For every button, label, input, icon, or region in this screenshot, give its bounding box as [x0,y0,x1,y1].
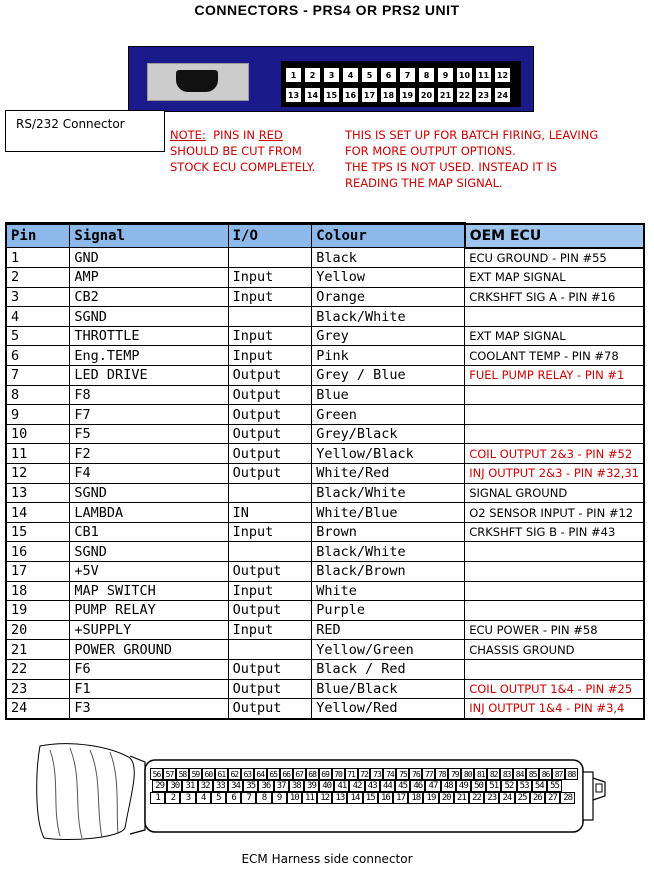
ecm-pin: 41 [334,780,349,792]
cell-colour: Black/White [312,307,465,327]
cell-signal: SGND [70,542,228,562]
table-row [6,699,644,719]
cell-signal: LED DRIVE [70,366,228,386]
ecm-pin: 16 [378,792,393,804]
cell-pin: 13 [6,483,70,503]
cell-io [228,542,312,562]
cell-signal: CB1 [70,522,228,542]
cell-io: IN [228,503,312,523]
unit-pin: 11 [475,67,492,83]
ecm-pin: 87 [552,768,565,780]
cell-pin: 21 [6,640,70,660]
cell-signal: F5 [70,424,228,444]
ecm-pin: 84 [513,768,526,780]
header-colour: Colour [312,224,465,248]
header-oem-ecu: OEM ECU [465,224,644,248]
cell-oem-ecu: CHASSIS GROUND [465,640,644,660]
table-body [6,248,644,719]
table-header-row [6,224,644,248]
ecm-pin: 23 [484,792,499,804]
cell-oem-ecu [465,307,644,327]
ecm-pin: 39 [304,780,319,792]
cell-pin: 3 [6,287,70,307]
ecm-pin-row-2 [152,780,578,792]
ecm-pin: 60 [202,768,215,780]
cell-oem-ecu: CRKSHFT SIG A - PIN #16 [465,287,644,307]
ecm-pin: 69 [319,768,332,780]
cell-oem-ecu [465,659,644,679]
cell-io: Output [228,699,312,719]
unit-pin: 17 [361,87,378,103]
table-row [6,385,644,405]
ecm-pin: 88 [565,768,578,780]
ecm-pin: 40 [319,780,334,792]
cell-colour: Pink [312,346,465,366]
unit-pin: 1 [285,67,302,83]
cell-signal: Eng.TEMP [70,346,228,366]
note-label: NOTE: [170,128,206,142]
cell-oem-ecu: FUEL PUMP RELAY - PIN #1 [465,366,644,386]
db9-connector-icon [176,70,218,92]
cell-oem-ecu: EXT MAP SIGNAL [465,326,644,346]
cell-colour: White/Red [312,464,465,484]
table-row [6,522,644,542]
cell-signal: F8 [70,385,228,405]
cell-io: Input [228,326,312,346]
cell-pin: 2 [6,268,70,288]
cell-oem-ecu: ECU GROUND - PIN #55 [465,248,644,268]
cell-io: Output [228,405,312,425]
cell-signal: SGND [70,307,228,327]
cell-signal: +5V [70,562,228,582]
table-row [6,601,644,621]
unit-pin: 2 [304,67,321,83]
cell-colour: Orange [312,287,465,307]
cell-io: Output [228,679,312,699]
ecm-pin: 70 [332,768,345,780]
ecm-pin: 56 [150,768,163,780]
table-row [6,346,644,366]
ecm-pin: 27 [545,792,560,804]
ecm-pin: 86 [539,768,552,780]
unit-pin-block [281,61,521,107]
rs232-port-housing [147,63,249,101]
ecm-pin: 79 [448,768,461,780]
cell-io: Output [228,659,312,679]
cell-io: Output [228,444,312,464]
ecm-caption: ECM Harness side connector [241,852,413,866]
ecm-pin: 5 [211,792,226,804]
ecm-pin: 76 [409,768,422,780]
cell-pin: 9 [6,405,70,425]
unit-pin: 9 [437,67,454,83]
cell-pin: 1 [6,248,70,268]
note-right-line1: THIS IS SET UP FOR BATCH FIRING, LEAVING [345,128,599,142]
cell-oem-ecu [465,562,644,582]
note-line2: SHOULD BE CUT FROM [170,144,302,158]
note-line1-pre: PINS IN [213,128,256,142]
ecm-pin: 38 [289,780,304,792]
cell-colour: Black/White [312,483,465,503]
cell-signal: +SUPPLY [70,620,228,640]
table-row [6,483,644,503]
cell-signal: THROTTLE [70,326,228,346]
ecm-pin: 10 [287,792,302,804]
ecm-pin: 65 [267,768,280,780]
cell-pin: 8 [6,385,70,405]
cell-signal: F7 [70,405,228,425]
cell-oem-ecu [465,405,644,425]
cell-colour: Grey [312,326,465,346]
rs232-callout [5,110,165,152]
cell-signal: F1 [70,679,228,699]
cell-colour: Blue/Black [312,679,465,699]
cell-signal: SGND [70,483,228,503]
cell-signal: GND [70,248,228,268]
unit-pin: 8 [418,67,435,83]
prs-unit-connector-diagram [128,46,534,112]
ecm-pin: 49 [456,780,471,792]
ecm-pin: 45 [395,780,410,792]
cell-pin: 24 [6,699,70,719]
ecm-pin: 54 [532,780,547,792]
unit-pin: 21 [437,87,454,103]
cell-oem-ecu: COOLANT TEMP - PIN #78 [465,346,644,366]
note-line3: STOCK ECU COMPLETELY. [170,160,316,174]
ecm-pin: 72 [358,768,371,780]
header-io: I/O [228,224,312,248]
header-signal: Signal [70,224,228,248]
unit-pin: 24 [494,87,511,103]
cell-signal: PUMP RELAY [70,601,228,621]
ecm-pin: 57 [163,768,176,780]
cell-colour: Black [312,248,465,268]
cell-colour: RED [312,620,465,640]
ecm-pin: 4 [196,792,211,804]
ecm-pin: 37 [274,780,289,792]
unit-pin: 3 [323,67,340,83]
ecm-pin: 44 [380,780,395,792]
cell-io: Output [228,464,312,484]
cell-colour: Grey/Black [312,424,465,444]
cell-io: Output [228,601,312,621]
cell-oem-ecu: CRKSHFT SIG B - PIN #43 [465,522,644,542]
ecm-pin-grid [150,768,578,804]
cell-pin: 16 [6,542,70,562]
ecm-pin: 74 [383,768,396,780]
table-row [6,366,644,386]
unit-pin: 19 [399,87,416,103]
note-right-line2: FOR MORE OUTPUT OPTIONS. [345,144,516,158]
cell-io: Input [228,346,312,366]
cell-signal: F6 [70,659,228,679]
unit-pin: 20 [418,87,435,103]
cell-pin: 7 [6,366,70,386]
table-row [6,268,644,288]
unit-pin: 13 [285,87,302,103]
cell-io: Output [228,385,312,405]
ecm-pin: 55 [547,780,562,792]
cell-colour: Yellow/Black [312,444,465,464]
ecm-pin: 48 [441,780,456,792]
ecm-pin: 66 [280,768,293,780]
cell-colour: White/Blue [312,503,465,523]
cell-oem-ecu [465,424,644,444]
cell-io: Output [228,424,312,444]
unit-pin: 23 [475,87,492,103]
table-row [6,542,644,562]
cell-signal: CB2 [70,287,228,307]
cell-io [228,640,312,660]
ecm-pin: 17 [393,792,408,804]
table-row [6,326,644,346]
ecm-pin: 75 [396,768,409,780]
table-row [6,248,644,268]
ecm-pin: 29 [152,780,167,792]
table-row [6,620,644,640]
cell-colour: Black/White [312,542,465,562]
cell-oem-ecu: O2 SENSOR INPUT - PIN #12 [465,503,644,523]
ecm-pin: 1 [150,792,165,804]
cell-oem-ecu: EXT MAP SIGNAL [465,268,644,288]
ecm-pin: 78 [435,768,448,780]
cell-pin: 4 [6,307,70,327]
unit-pin-row-top [285,67,511,83]
note-right-line4: READING THE MAP SIGNAL. [345,176,503,190]
ecm-pin: 11 [302,792,317,804]
table-row [6,581,644,601]
ecm-pin: 85 [526,768,539,780]
cell-oem-ecu: SIGNAL GROUND [465,483,644,503]
cell-pin: 20 [6,620,70,640]
ecm-pin: 8 [256,792,271,804]
ecm-pin: 26 [530,792,545,804]
ecm-pin: 3 [180,792,195,804]
table-row [6,640,644,660]
cell-oem-ecu [465,542,644,562]
ecm-pin: 13 [332,792,347,804]
unit-pin: 12 [494,67,511,83]
cell-colour: White [312,581,465,601]
cell-io: Input [228,620,312,640]
ecm-pin: 52 [501,780,516,792]
table-row [6,287,644,307]
unit-pin: 6 [380,67,397,83]
ecm-pin: 63 [241,768,254,780]
table-row [6,405,644,425]
cell-signal: LAMBDA [70,503,228,523]
cell-oem-ecu: COIL OUTPUT 2&3 - PIN #52 [465,444,644,464]
ecm-pin: 7 [241,792,256,804]
ecm-pin: 59 [189,768,202,780]
ecm-pin: 68 [306,768,319,780]
pinout-table [5,222,645,720]
table-row [6,503,644,523]
cell-colour: Blue [312,385,465,405]
ecm-pin: 80 [461,768,474,780]
cell-io: Input [228,581,312,601]
cell-colour: Brown [312,522,465,542]
cell-pin: 22 [6,659,70,679]
ecm-pin: 83 [500,768,513,780]
header-pin: Pin [6,224,70,248]
cell-pin: 17 [6,562,70,582]
ecm-pin: 58 [176,768,189,780]
cell-pin: 19 [6,601,70,621]
unit-pin: 14 [304,87,321,103]
ecm-pin: 43 [365,780,380,792]
cell-signal: F2 [70,444,228,464]
cell-oem-ecu [465,601,644,621]
ecm-pin: 18 [408,792,423,804]
cell-colour: Yellow/Green [312,640,465,660]
table-row [6,464,644,484]
ecm-pin: 81 [474,768,487,780]
ecm-pin-row-1 [150,768,578,780]
ecm-pin: 25 [515,792,530,804]
ecm-pin: 46 [410,780,425,792]
ecm-pin: 21 [454,792,469,804]
cell-pin: 18 [6,581,70,601]
cell-signal: POWER GROUND [70,640,228,660]
ecm-pin: 32 [198,780,213,792]
cell-colour: Grey / Blue [312,366,465,386]
ecm-pin: 9 [272,792,287,804]
cell-signal: MAP SWITCH [70,581,228,601]
table-row [6,307,644,327]
cell-signal: AMP [70,268,228,288]
ecm-pin: 36 [258,780,273,792]
ecm-pin: 20 [439,792,454,804]
ecm-pin: 34 [228,780,243,792]
ecm-pin: 64 [254,768,267,780]
ecm-pin: 15 [363,792,378,804]
note-right [345,127,598,191]
unit-pin: 15 [323,87,340,103]
unit-pin: 4 [342,67,359,83]
cell-io: Output [228,366,312,386]
table-row [6,679,644,699]
ecm-pin: 50 [471,780,486,792]
table-row [6,424,644,444]
table-row [6,444,644,464]
ecm-pin: 14 [347,792,362,804]
table-row [6,562,644,582]
note-line1-red: RED [258,128,283,142]
cell-oem-ecu [465,581,644,601]
ecm-pin: 28 [560,792,575,804]
cell-colour: Yellow [312,268,465,288]
ecm-pin: 35 [243,780,258,792]
cell-io [228,307,312,327]
cell-pin: 12 [6,464,70,484]
ecm-pin: 47 [425,780,440,792]
unit-pin: 18 [380,87,397,103]
ecm-pin: 19 [423,792,438,804]
cell-io: Input [228,522,312,542]
cell-oem-ecu: ECU POWER - PIN #58 [465,620,644,640]
ecm-pin: 71 [345,768,358,780]
table-row [6,659,644,679]
unit-pin: 10 [456,67,473,83]
page-title: CONNECTORS - PRS4 OR PRS2 UNIT [194,2,460,18]
cell-pin: 11 [6,444,70,464]
cell-io: Input [228,268,312,288]
ecm-pin: 42 [349,780,364,792]
ecm-pin: 73 [370,768,383,780]
cell-pin: 5 [6,326,70,346]
ecm-pin: 33 [213,780,228,792]
note-left [170,127,315,175]
cell-oem-ecu: INJ OUTPUT 1&4 - PIN #3,4 [465,699,644,719]
rs232-label: RS/232 Connector [16,117,125,131]
cell-pin: 6 [6,346,70,366]
ecm-pin: 77 [422,768,435,780]
cell-oem-ecu: COIL OUTPUT 1&4 - PIN #25 [465,679,644,699]
cell-pin: 14 [6,503,70,523]
cell-io [228,483,312,503]
unit-pin: 7 [399,67,416,83]
unit-pin: 5 [361,67,378,83]
cell-colour: Black/Brown [312,562,465,582]
cell-colour: Purple [312,601,465,621]
unit-pin: 16 [342,87,359,103]
ecm-pin: 51 [486,780,501,792]
cell-signal: F3 [70,699,228,719]
ecm-pin: 82 [487,768,500,780]
cell-colour: Black / Red [312,659,465,679]
cell-oem-ecu: INJ OUTPUT 2&3 - PIN #32,31 [465,464,644,484]
note-right-line3: THE TPS IS NOT USED. INSTEAD IT IS [345,160,558,174]
ecm-pin: 62 [228,768,241,780]
cell-pin: 23 [6,679,70,699]
ecm-pin: 22 [469,792,484,804]
cell-signal: F4 [70,464,228,484]
ecm-pin: 30 [167,780,182,792]
ecm-pin-row-3 [150,792,578,804]
ecm-pin: 31 [182,780,197,792]
ecm-pin: 61 [215,768,228,780]
cell-colour: Yellow/Red [312,699,465,719]
ecm-pin: 2 [165,792,180,804]
cell-pin: 15 [6,522,70,542]
cell-io: Output [228,562,312,582]
unit-pin-row-bottom [285,87,511,103]
cell-io [228,248,312,268]
ecm-pin: 67 [293,768,306,780]
cell-io: Input [228,287,312,307]
cell-colour: Green [312,405,465,425]
unit-pin: 22 [456,87,473,103]
ecm-pin: 53 [517,780,532,792]
ecm-pin: 6 [226,792,241,804]
ecm-pin: 12 [317,792,332,804]
ecm-pin: 24 [499,792,514,804]
cell-pin: 10 [6,424,70,444]
cell-oem-ecu [465,385,644,405]
